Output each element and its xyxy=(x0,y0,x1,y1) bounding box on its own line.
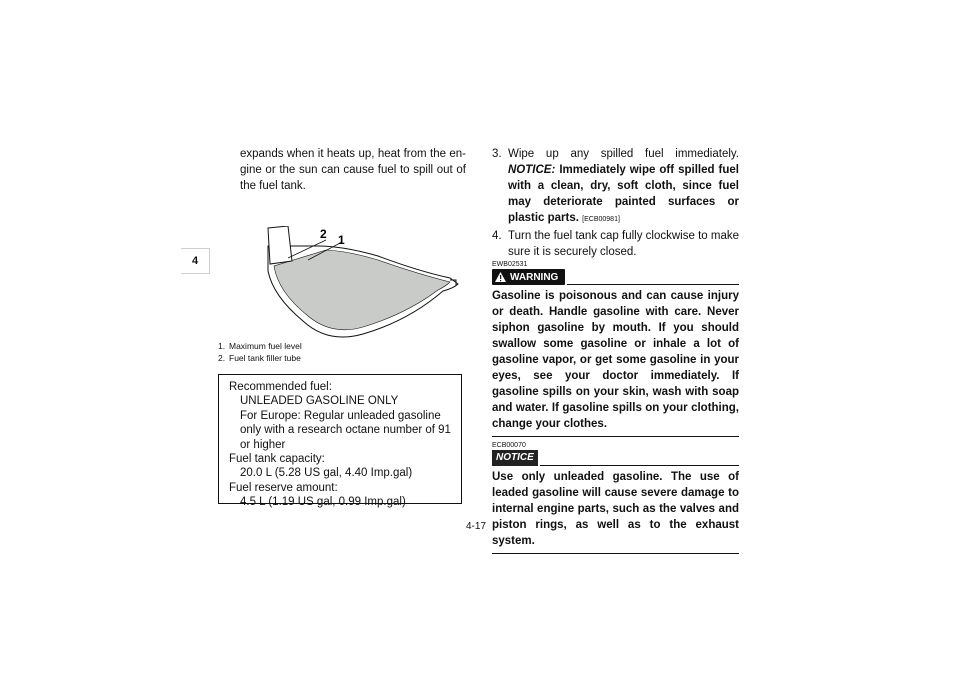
warning-text: Gasoline is poisonous and can cause injury or death. Handle gasoline with care. Never siphon gasoline by mouth. If you should swallow some gasoline or inhale a lot of gasoline vapor, or get some gasoline in your eyes, see your doctor immediately. If gasoline spills on your skin, wash with soap and water. If gasoline spills on your clothing, change your clothes. xyxy=(492,290,739,430)
reference-code: [ECB00981] xyxy=(582,216,620,223)
warning-header xyxy=(492,269,739,285)
caption-item: 1. Maximum fuel level xyxy=(218,341,302,351)
figure-label-1: 1 xyxy=(338,233,345,247)
fuel-heading: Recommended fuel: xyxy=(229,381,332,393)
right-column xyxy=(492,146,739,554)
section-tab: 4 xyxy=(181,248,210,274)
capacity-value: 20.0 L (5.28 US gal, 4.40 Imp.gal) xyxy=(240,467,413,480)
warning-code: EWB02531 xyxy=(492,261,528,268)
warning-end-rule xyxy=(492,436,739,437)
notice-end-rule xyxy=(492,553,739,554)
intro-paragraph: expands when it heats up, heat from the en-gine or the sun can cause fuel to spill out of the fuel tank. xyxy=(240,148,466,192)
notice-header xyxy=(492,450,739,466)
left-column xyxy=(218,146,466,509)
warning-triangle-icon xyxy=(495,272,506,282)
reserve-heading: Fuel reserve amount: xyxy=(229,481,338,494)
notice-badge: NOTICE xyxy=(492,450,538,466)
fuel-spec-box xyxy=(218,374,462,509)
fuel-tank-illustration xyxy=(248,226,460,351)
figure-label-2: 2 xyxy=(320,227,327,241)
caption-item: 2. Fuel tank filler tube xyxy=(218,353,301,363)
page-number: 4-17 xyxy=(466,521,487,532)
filler-tube xyxy=(268,226,292,264)
figure-captions xyxy=(218,340,302,364)
notice-code: ECB00070 xyxy=(492,442,526,449)
fuel-value: UNLEADED GASOLINE ONLY xyxy=(240,395,399,408)
inline-notice-label: NOTICE: xyxy=(508,164,556,176)
capacity-heading: Fuel tank capacity: xyxy=(229,453,325,466)
reserve-value: 4.5 L (1.19 US gal, 0.99 Imp.gal) xyxy=(240,496,406,509)
warning-badge: WARNING xyxy=(492,269,565,285)
step-3: 3. Wipe up any spilled fuel immediately. NOTICE: Immediately wipe off spilled fuel with a clean, dry, soft cloth, since fuel may deteriorate painted surfaces or plastic parts. [ECB00981] xyxy=(492,148,739,224)
step-4: 4. Turn the fuel tank cap fully clockwise to make sure it is securely closed. xyxy=(492,230,739,258)
notice-text: Use only unleaded gasoline. The use of leaded gasoline will cause severe damage to internal engine parts, such as the valves and piston rings, as well as to the exhaust system. xyxy=(492,471,739,547)
fuel-europe: For Europe: Regular unleaded gasoline only with a research octane number of 91 or higher xyxy=(240,409,451,451)
